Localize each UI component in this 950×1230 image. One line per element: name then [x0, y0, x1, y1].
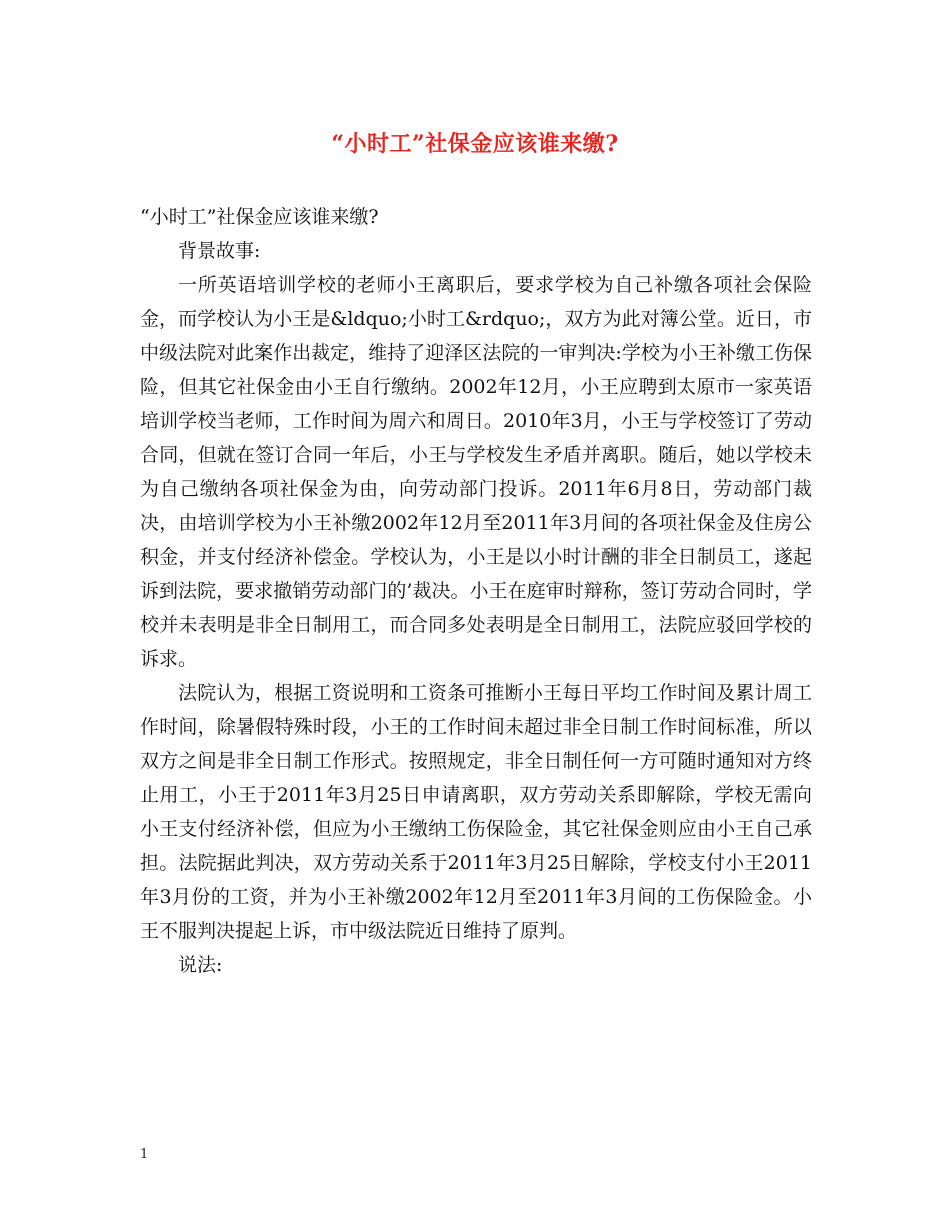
paragraph-background-label: 背景故事:: [178, 240, 261, 262]
document-body: [140, 200, 812, 982]
paragraph-case-story: 一所英语培训学校的老师小王离职后，要求学校为自己补缴各项社会保险金，而学校认为小王是&ldquo;小时工&rdquo;，双方为此对簿公堂。近日，市中级法院对此案作出裁定，维持了迎泽区法院的一审判决:学校为小王补缴工伤保险，但其它社保金由小王自行缴纳。2002年12月，小王应聘到太原市一家英语培训学校当老师，工作时间为周六和周日。2010年3月，小王与学校签订了劳动合同，但就在签订合同一年后，小王与学校发生矛盾并离职。随后，她以学校未为自己缴纳各项社保金为由，向劳动部门投诉。2011年6月8日，劳动部门裁决，由培训学校为小王补缴2002年12月至2011年3月间的各项社保金及住房公积金，并支付经济补偿金。学校认为，小王是以小时计酬的非全日制员工，遂起诉到法院，要求撤销劳动部门的’裁决。小王在庭审时辩称，签订劳动合同时，学校并未表明是非全日制用工，而合同多处表明是全日制用工，法院应驳回学校的诉求。: [140, 274, 812, 670]
page-number: 1: [140, 1147, 149, 1162]
paragraph-explanation-label: 说法:: [178, 954, 223, 976]
document-title: “小时工”社保金应该谁来缴?: [331, 131, 619, 157]
paragraph-court-ruling: 法院认为，根据工资说明和工资条可推断小王每日平均工作时间及累计周工作时间，除暑假特殊时段，小王的工作时间未超过非全日制工作时间标准，所以双方之间是非全日制工作形式。按照规定，非全日制任何一方可随时通知对方终止用工，小王于2011年3月25日申请离职，双方劳动关系即解除，学校无需向小王支付经济补偿，但应为小王缴纳工伤保险金，其它社保金则应由小王自己承担。法院据此判决，双方劳动关系于2011年3月25日解除，学校支付小王2011年3月份的工资，并为小王补缴2002年12月至2011年3月间的工伤保险金。小王不服判决提起上诉，市中级法院近日维持了原判。: [140, 682, 812, 942]
paragraph-heading: “小时工”社保金应该谁来缴?: [140, 206, 379, 228]
